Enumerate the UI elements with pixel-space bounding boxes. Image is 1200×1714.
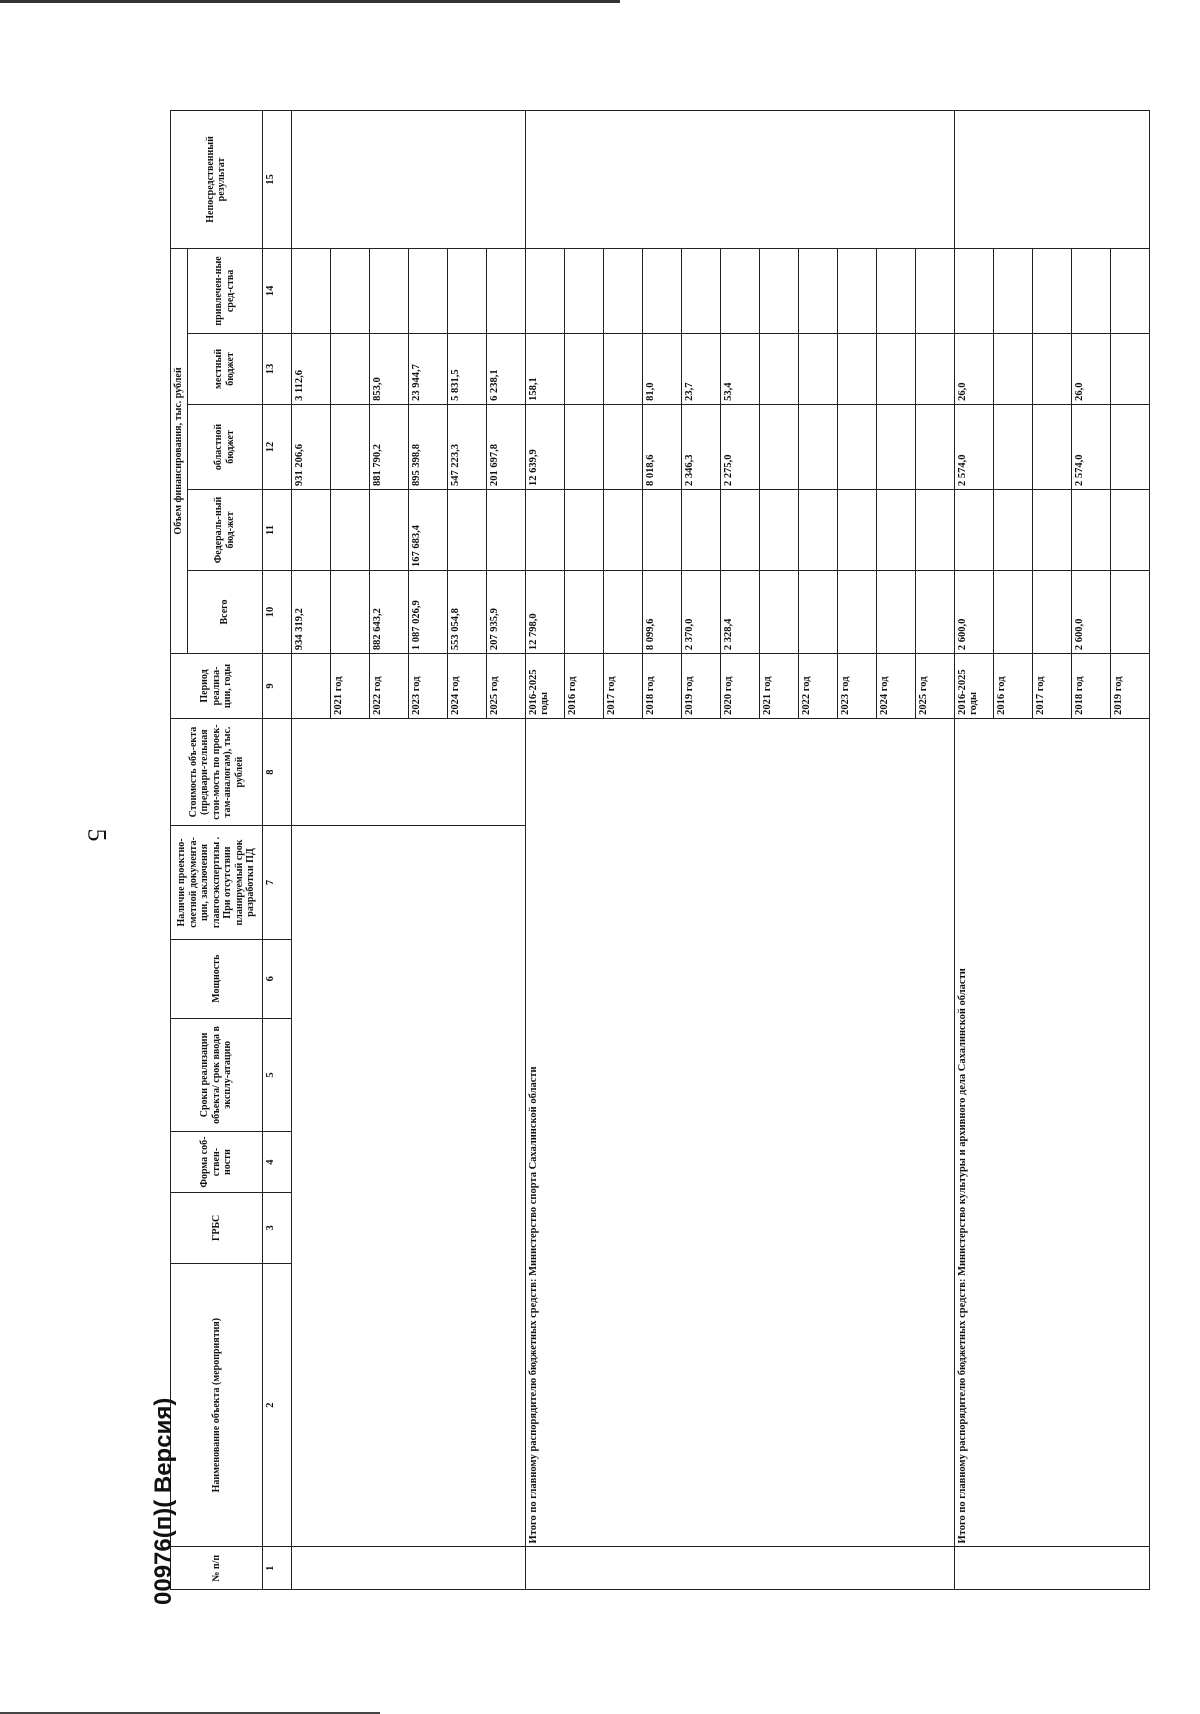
regional-cell xyxy=(759,404,798,489)
local-cell xyxy=(759,333,798,404)
period-cell: 2018 год xyxy=(1071,654,1110,719)
total-cell xyxy=(759,571,798,654)
period-cell xyxy=(291,654,330,719)
total-cell: 2 370,0 xyxy=(681,571,720,654)
col-header-7: Наличие проектно-сметной документа-ции, заключения главгосэкспертизы . При отсутствии планируемый срок разработки ПД xyxy=(171,826,263,939)
total-cell xyxy=(603,571,642,654)
table-row xyxy=(954,111,993,1590)
federal-cell xyxy=(876,489,915,570)
regional-cell: 2 275,0 xyxy=(720,404,759,489)
total-cell xyxy=(798,571,837,654)
federal-cell xyxy=(1110,489,1149,570)
federal-cell xyxy=(1071,489,1110,570)
regional-cell: 2 574,0 xyxy=(954,404,993,489)
period-cell: 2021 год xyxy=(330,654,369,719)
total-cell xyxy=(876,571,915,654)
period-cell: 2022 год xyxy=(798,654,837,719)
col-header-3: ГРБС xyxy=(171,1192,263,1263)
period-cell: 2017 год xyxy=(603,654,642,719)
period-cell: 2023 год xyxy=(837,654,876,719)
col-number: 15 xyxy=(262,111,291,249)
federal-cell xyxy=(369,489,408,570)
total-cell: 207 935,9 xyxy=(486,571,525,654)
federal-cell xyxy=(1032,489,1071,570)
col-header-2: Наименование объекта (мероприятия) xyxy=(171,1263,263,1547)
regional-cell xyxy=(603,404,642,489)
period-cell: 2019 год xyxy=(681,654,720,719)
total-cell: 934 319,2 xyxy=(291,571,330,654)
period-cell: 2019 год xyxy=(1110,654,1149,719)
col-header-14: привлечен-ные сред-ства xyxy=(187,248,262,333)
col-number: 14 xyxy=(262,248,291,333)
total-cell: 1 087 026,9 xyxy=(408,571,447,654)
local-cell xyxy=(603,333,642,404)
regional-cell: 2 574,0 xyxy=(1071,404,1110,489)
total-cell xyxy=(1110,571,1149,654)
federal-cell xyxy=(720,489,759,570)
total-cell xyxy=(993,571,1032,654)
federal-cell xyxy=(564,489,603,570)
period-cell: 2022 год xyxy=(369,654,408,719)
local-cell: 23,7 xyxy=(681,333,720,404)
total-cell: 12 798,0 xyxy=(525,571,564,654)
period-cell: 2025 год xyxy=(486,654,525,719)
regional-cell xyxy=(330,404,369,489)
col-number: 3 xyxy=(262,1192,291,1263)
col-header-12: областной бюджет xyxy=(187,404,262,489)
table-row xyxy=(291,111,330,1590)
period-cell: 2020 год xyxy=(720,654,759,719)
period-cell: 2016 год xyxy=(993,654,1032,719)
financing-table xyxy=(170,110,1150,1590)
col-header-6: Мощность xyxy=(171,939,263,1018)
col-header-1: № п/п xyxy=(171,1547,263,1590)
federal-cell xyxy=(291,489,330,570)
table-row xyxy=(525,111,564,1590)
total-cell xyxy=(330,571,369,654)
regional-cell: 2 346,3 xyxy=(681,404,720,489)
regional-cell xyxy=(1032,404,1071,489)
col-number: 1 xyxy=(262,1547,291,1590)
total-cell: 553 054,8 xyxy=(447,571,486,654)
col-header-15: Непосредственный результат xyxy=(171,111,263,249)
federal-cell xyxy=(525,489,564,570)
period-cell: 2017 год xyxy=(1032,654,1071,719)
total-cell: 2 600,0 xyxy=(1071,571,1110,654)
col-header-9: Период реализа-ции, годы xyxy=(171,654,263,719)
document-code: 00976(п)( Версия) xyxy=(150,1397,177,1605)
col-header-13: местный бюджет xyxy=(187,333,262,404)
col-header-10: Всего xyxy=(187,571,262,654)
total-cell: 2 600,0 xyxy=(954,571,993,654)
federal-cell xyxy=(915,489,954,570)
col-number: 12 xyxy=(262,404,291,489)
col-number: 10 xyxy=(262,571,291,654)
regional-cell: 12 639,9 xyxy=(525,404,564,489)
table-body xyxy=(291,111,1149,1590)
federal-cell xyxy=(837,489,876,570)
regional-cell: 547 223,3 xyxy=(447,404,486,489)
regional-cell: 8 018,6 xyxy=(642,404,681,489)
local-cell: 81,0 xyxy=(642,333,681,404)
total-cell xyxy=(837,571,876,654)
total-cell xyxy=(915,571,954,654)
local-cell xyxy=(1032,333,1071,404)
local-cell xyxy=(1110,333,1149,404)
total-cell xyxy=(1032,571,1071,654)
col-header-4: Форма соб-ствен-ности xyxy=(171,1132,263,1193)
federal-cell xyxy=(447,489,486,570)
local-cell: 26,0 xyxy=(1071,333,1110,404)
regional-cell xyxy=(915,404,954,489)
local-cell: 5 831,5 xyxy=(447,333,486,404)
local-cell xyxy=(876,333,915,404)
regional-cell xyxy=(798,404,837,489)
total-cell: 882 643,2 xyxy=(369,571,408,654)
col-number: 9 xyxy=(262,654,291,719)
group-label-sport: Итого по главному распорядителю бюджетных средств: Министерство спорта Сахалинской области xyxy=(525,718,954,1547)
local-cell: 6 238,1 xyxy=(486,333,525,404)
col-number: 11 xyxy=(262,489,291,570)
group-label-culture: Итого по главному распорядителю бюджетных средств: Министерство культуры и архивного дела Сахалинской области xyxy=(954,718,1149,1547)
local-cell xyxy=(915,333,954,404)
col-number: 6 xyxy=(262,939,291,1018)
period-cell: 2021 год xyxy=(759,654,798,719)
local-cell: 853,0 xyxy=(369,333,408,404)
federal-cell xyxy=(993,489,1032,570)
regional-cell: 931 206,6 xyxy=(291,404,330,489)
regional-cell xyxy=(564,404,603,489)
period-cell: 2018 год xyxy=(642,654,681,719)
period-cell: 2023 год xyxy=(408,654,447,719)
total-cell: 2 328,4 xyxy=(720,571,759,654)
federal-cell xyxy=(642,489,681,570)
local-cell xyxy=(564,333,603,404)
local-cell: 53,4 xyxy=(720,333,759,404)
regional-cell xyxy=(837,404,876,489)
col-number: 7 xyxy=(262,826,291,939)
financing-table-container xyxy=(170,110,1124,1590)
period-cell: 2024 год xyxy=(876,654,915,719)
col-number: 2 xyxy=(262,1263,291,1547)
federal-cell xyxy=(486,489,525,570)
regional-cell: 881 790,2 xyxy=(369,404,408,489)
local-cell xyxy=(837,333,876,404)
local-cell xyxy=(798,333,837,404)
col-header-11: Федераль-ный бюд-жет xyxy=(187,489,262,570)
federal-cell: 167 683,4 xyxy=(408,489,447,570)
regional-cell xyxy=(993,404,1032,489)
period-cell: 2024 год xyxy=(447,654,486,719)
local-cell: 3 112,6 xyxy=(291,333,330,404)
federal-cell xyxy=(330,489,369,570)
period-cell: 2016-2025 годы xyxy=(954,654,993,719)
col-header-5: Сроки реализации объекта/ срок ввода в эксплу-атацию xyxy=(171,1018,263,1131)
regional-cell: 201 697,8 xyxy=(486,404,525,489)
federal-cell xyxy=(954,489,993,570)
regional-cell xyxy=(876,404,915,489)
local-cell: 158,1 xyxy=(525,333,564,404)
local-cell: 26,0 xyxy=(954,333,993,404)
col-number: 13 xyxy=(262,333,291,404)
local-cell: 23 944,7 xyxy=(408,333,447,404)
federal-cell xyxy=(798,489,837,570)
federal-cell xyxy=(681,489,720,570)
scan-artifact-top xyxy=(0,0,620,3)
period-cell: 2025 год xyxy=(915,654,954,719)
local-cell xyxy=(330,333,369,404)
regional-cell xyxy=(1110,404,1149,489)
period-cell: 2016 год xyxy=(564,654,603,719)
col-number: 5 xyxy=(262,1018,291,1131)
col-number: 8 xyxy=(262,718,291,825)
period-cell: 2016-2025 годы xyxy=(525,654,564,719)
federal-cell xyxy=(759,489,798,570)
total-cell: 8 099,6 xyxy=(642,571,681,654)
federal-cell xyxy=(603,489,642,570)
page-number: 5 xyxy=(82,828,112,842)
col-header-8: Стоимость объ-екта (предвари-тельная стои-мость по проек-там-аналогам), тыс. рублей xyxy=(171,718,263,825)
column-numbers-row xyxy=(262,111,291,1590)
total-cell xyxy=(564,571,603,654)
regional-cell: 895 398,8 xyxy=(408,404,447,489)
col-number: 4 xyxy=(262,1132,291,1193)
local-cell xyxy=(993,333,1032,404)
financing-header: Объем финансирования, тыс. рублей xyxy=(171,248,188,653)
